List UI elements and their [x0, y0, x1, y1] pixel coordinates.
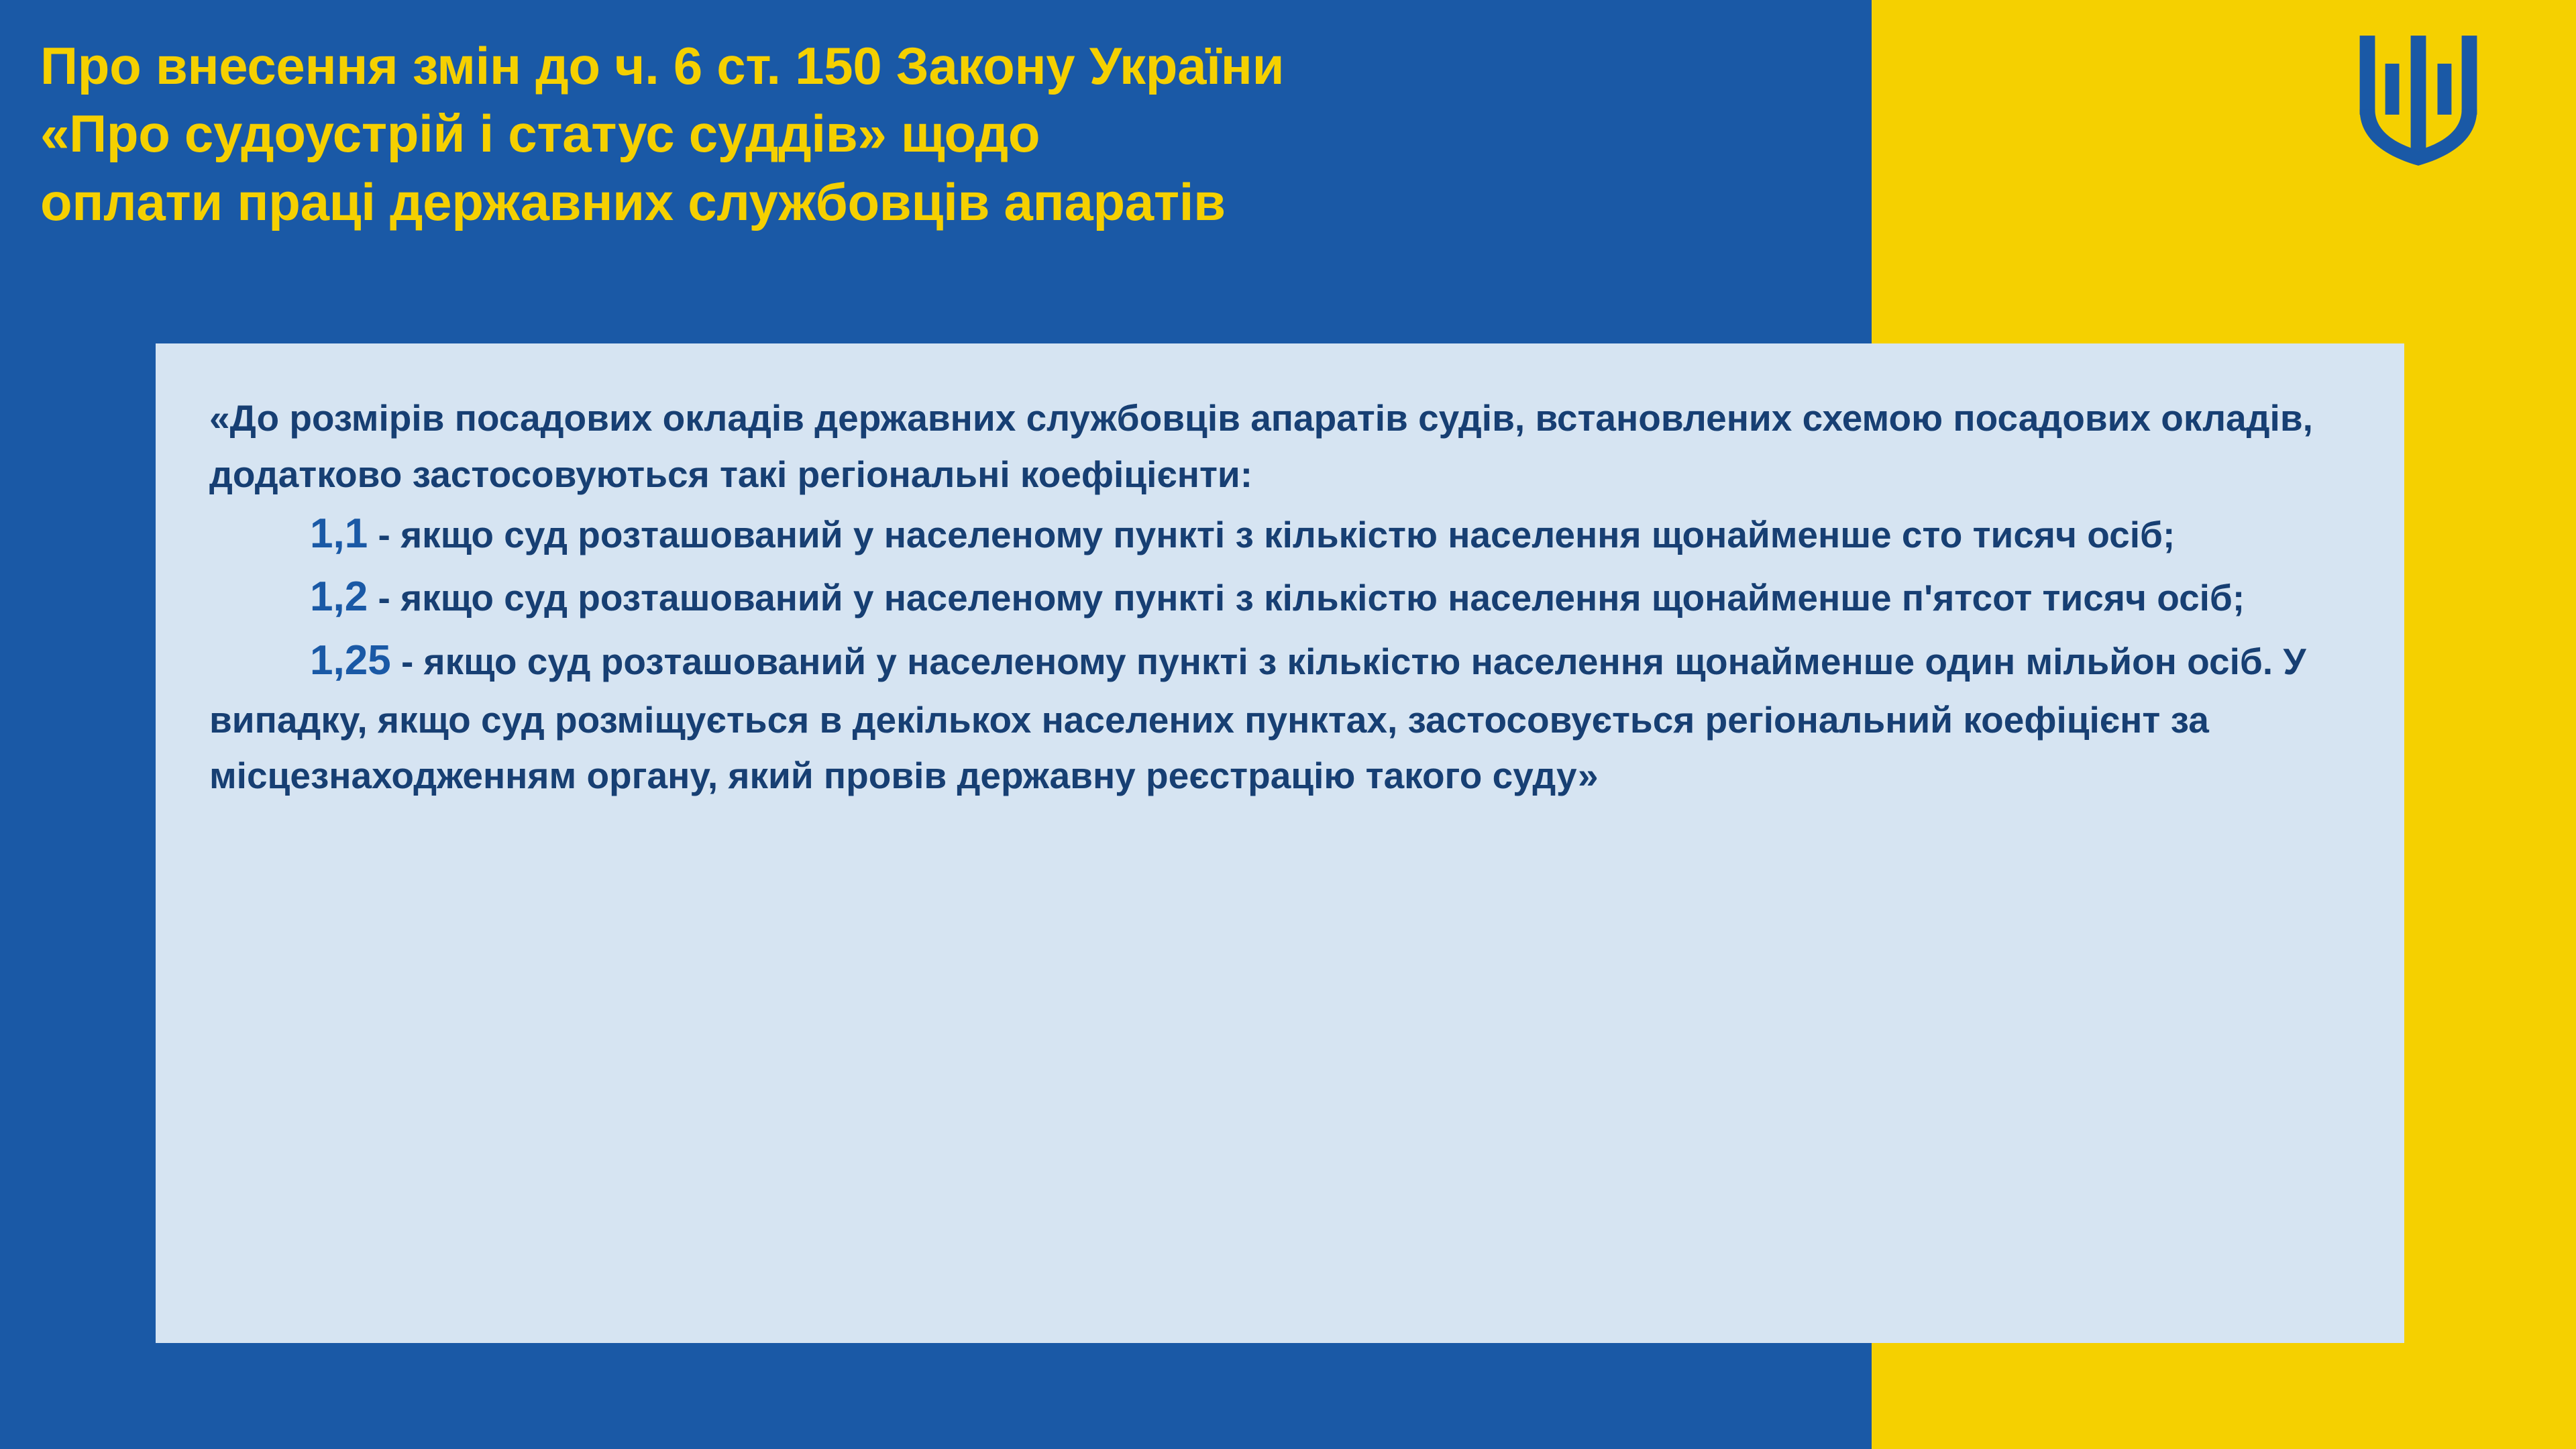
- quote-paragraph-coef-1-25: [209, 629, 2351, 804]
- coefficient-text-1-1: - якщо суд розташований у населеному пункті з кількістю населення щонайменше сто тисяч осіб;: [368, 514, 2176, 556]
- quote-card: [156, 343, 2404, 1343]
- quote-body: [209, 390, 2351, 804]
- coefficient-value-1-1: 1,1: [310, 511, 368, 557]
- title-line-2: «Про судоустрій і статус суддів» щодо: [40, 104, 1040, 164]
- blue-bottom-strip: [0, 1368, 1872, 1449]
- coefficient-value-1-25: 1,25: [310, 637, 391, 684]
- quote-paragraph-coef-1-2: [209, 566, 2351, 629]
- quote-paragraph-coef-1-1: [209, 502, 2351, 566]
- ukraine-trident-emblem-icon: [2355, 30, 2482, 171]
- coefficient-text-1-25: - якщо суд розташований у населеному пункті з кількістю населення щонайменше один мільйон осіб. У випадку, якщо суд розміщується в декількох населених пунктах, застосовується регіональний коефіцієнт за місцезнаходженням органу, який провів державну реєстрацію такого суду»: [209, 640, 2306, 797]
- page-title: [40, 32, 1865, 236]
- quote-paragraph-intro: «До розмірів посадових окладів державних службовців апаратів судів, встановлених схемою посадових окладів, додатково застосовуються такі регіональні коефіцієнти:: [209, 397, 2313, 495]
- title-line-3: оплати праці державних службовців апаратів: [40, 172, 1226, 231]
- coefficient-text-1-2: - якщо суд розташований у населеному пункті з кількістю населення щонайменше п'ятсот тисяч осіб;: [368, 577, 2245, 619]
- title-line-1: Про внесення змін до ч. 6 ст. 150 Закону України: [40, 36, 1285, 95]
- coefficient-value-1-2: 1,2: [310, 574, 368, 621]
